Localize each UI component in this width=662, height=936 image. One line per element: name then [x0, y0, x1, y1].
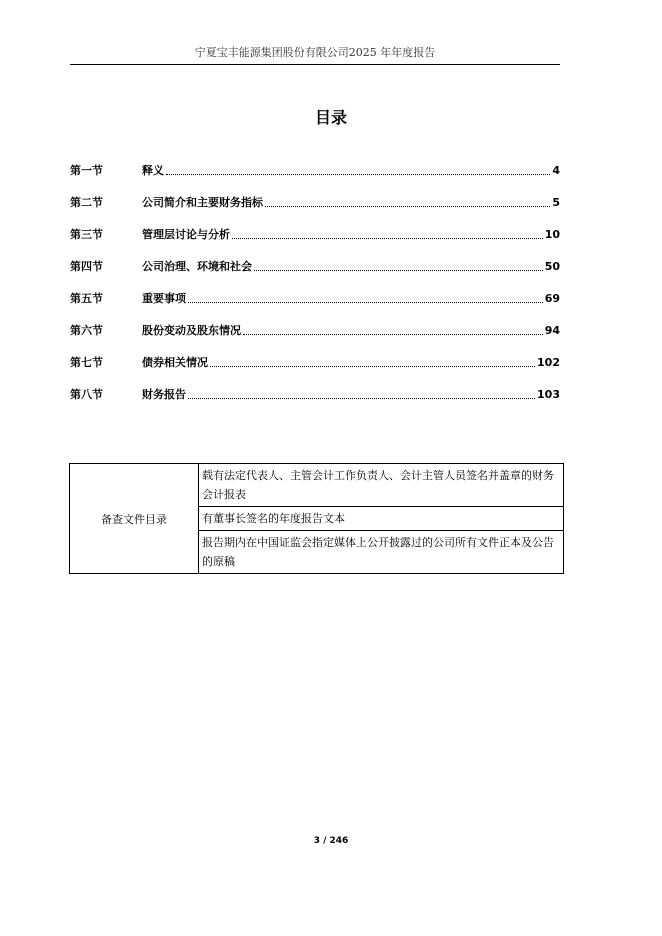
toc-title: 目录 [314, 108, 347, 127]
toc-section-name: 重要事项 [142, 292, 186, 305]
reference-docs-label: 备查文件目录 [70, 464, 199, 574]
toc-page-number: 103 [537, 387, 560, 401]
toc-page-number: 102 [537, 355, 560, 369]
toc-leader-dots [188, 398, 535, 399]
toc-section-name: 公司治理、环境和社会 [142, 260, 252, 273]
toc-section-name: 股份变动及股东情况 [142, 324, 241, 337]
toc-page-number: 5 [552, 195, 560, 209]
reference-doc-item: 有董事长签名的年度报告文本 [199, 507, 564, 531]
toc-section-number: 第一节 [70, 164, 103, 177]
toc-leader-dots [232, 238, 543, 239]
toc-entry[interactable] [70, 154, 560, 186]
toc-page-number: 10 [544, 227, 560, 241]
toc-leader-dots [166, 174, 550, 175]
reference-doc-item: 报告期内在中国证监会指定媒体上公开披露过的公司所有文件正本及公告的原稿 [199, 531, 564, 574]
toc-entry[interactable] [70, 282, 560, 314]
toc-section-number: 第七节 [70, 356, 103, 369]
toc-entry[interactable] [70, 218, 560, 250]
toc-leader-dots [243, 334, 543, 335]
toc-leader-dots [210, 366, 535, 367]
toc-page-number: 50 [544, 259, 560, 273]
toc-section-number: 第五节 [70, 292, 103, 305]
header-divider [70, 64, 560, 65]
toc-section-name: 债券相关情况 [142, 356, 208, 369]
toc-entry[interactable] [70, 186, 560, 218]
report-header-title: 宁夏宝丰能源集团股份有限公司2025 年年度报告 [194, 46, 436, 59]
toc-section-name: 财务报告 [142, 388, 186, 401]
toc-section-number: 第八节 [70, 388, 103, 401]
toc-leader-dots [265, 206, 550, 207]
toc-section-number: 第二节 [70, 196, 103, 209]
toc-entry[interactable] [70, 250, 560, 282]
toc-section-number: 第六节 [70, 324, 103, 337]
toc-leader-dots [254, 270, 543, 271]
toc-leader-dots [188, 302, 543, 303]
toc-section-number: 第四节 [70, 260, 103, 273]
reference-doc-item: 载有法定代表人、主管会计工作负责人、会计主管人员签名并盖章的财务会计报表 [199, 464, 564, 507]
toc-section-number: 第三节 [70, 228, 103, 241]
table-of-contents [70, 154, 560, 410]
toc-section-name: 公司简介和主要财务指标 [142, 196, 263, 209]
toc-entry[interactable] [70, 314, 560, 346]
toc-page-number: 4 [552, 163, 560, 177]
toc-entry[interactable] [70, 378, 560, 410]
toc-section-name: 释义 [142, 164, 164, 177]
toc-section-name: 管理层讨论与分析 [142, 228, 230, 241]
toc-page-number: 94 [544, 323, 560, 337]
table-row [70, 464, 564, 507]
toc-entry[interactable] [70, 346, 560, 378]
toc-page-number: 69 [544, 291, 560, 305]
page-number-indicator: 3 / 246 [313, 836, 349, 846]
reference-documents-table [69, 463, 564, 574]
